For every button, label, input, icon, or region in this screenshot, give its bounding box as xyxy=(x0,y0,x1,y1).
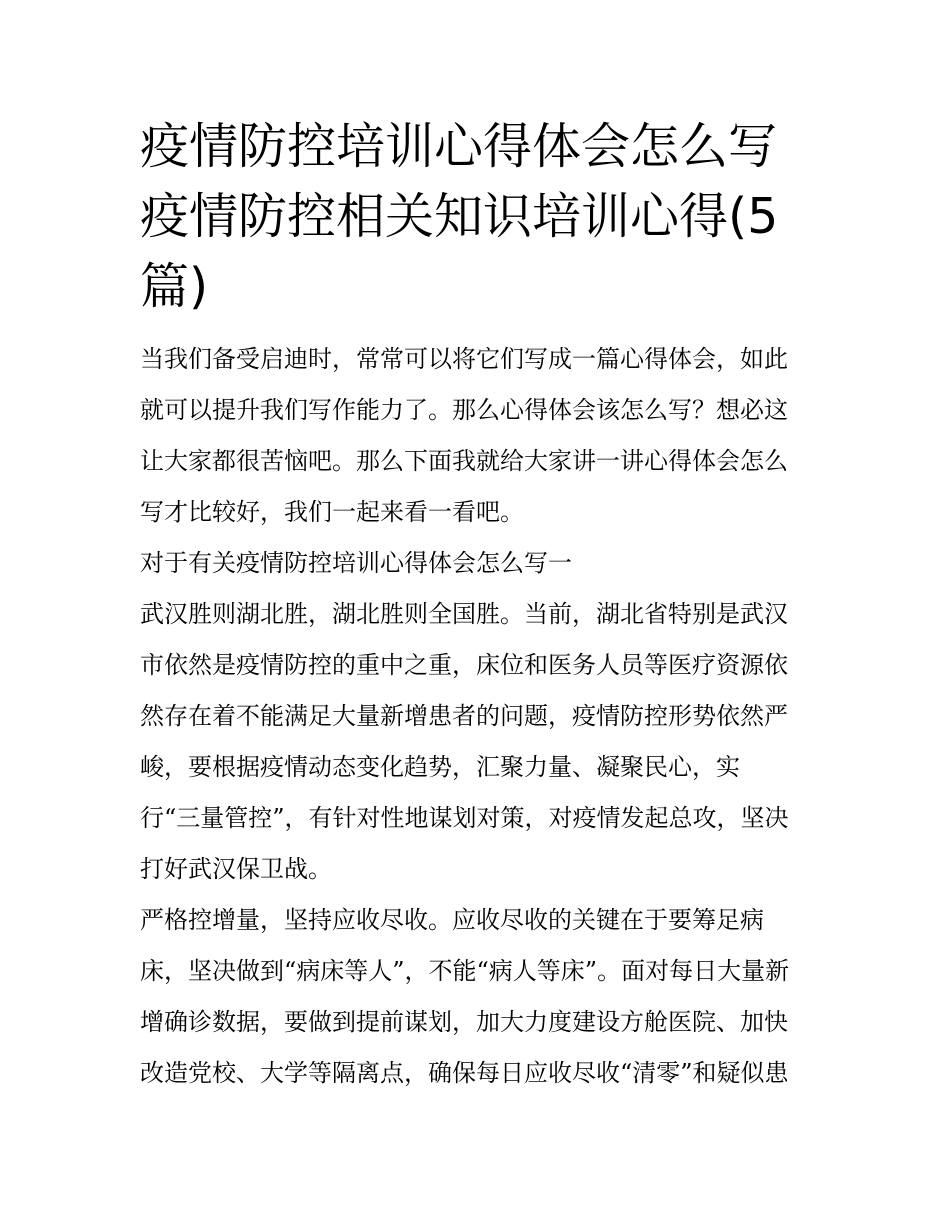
document-content xyxy=(140,112,812,1099)
text-line: 床，坚决做到“病床等人”，不能“病人等床”。面对每日大量新 xyxy=(140,957,790,985)
body-paragraph xyxy=(140,589,812,895)
text-line: 然存在着不能满足大量新增患者的问题，疫情防控形势依然严 xyxy=(140,702,788,730)
text-line: 当我们备受启迪时，常常可以将它们写成一篇心得体会，如此 xyxy=(140,345,788,373)
text-line: 写才比较好，我们一起来看一看吧。 xyxy=(140,498,524,526)
text-line: 打好武汉保卫战。 xyxy=(140,855,332,883)
text-line: 行“三量管控”，有针对性地谋划对策，对疫情发起总攻，坚决 xyxy=(140,804,789,832)
text-line: 就可以提升我们写作能力了。那么心得体会该怎么写？想必这 xyxy=(140,396,788,424)
document-title xyxy=(140,112,812,322)
title-line: 疫情防控相关知识培训心得(5 xyxy=(140,188,779,245)
intro-paragraph xyxy=(140,334,812,538)
text-line: 让大家都很苦恼吧。那么下面我就给大家讲一讲心得体会怎么 xyxy=(140,447,788,475)
title-line: 疫情防控培训心得体会怎么写 xyxy=(140,118,778,175)
text-line: 改造党校、大学等隔离点，确保每日应收尽收“清零”和疑似患 xyxy=(140,1059,789,1087)
text-line: 峻，要根据疫情动态变化趋势，汇聚力量、凝聚民心，实 xyxy=(140,753,740,781)
text-line: 增确诊数据，要做到提前谋划，加大力度建设方舱医院、加快 xyxy=(140,1008,788,1036)
section-heading xyxy=(140,538,812,589)
text-line: 严格控增量，坚持应收尽收。应收尽收的关键在于要筹足病 xyxy=(140,906,764,934)
text-line: 武汉胜则湖北胜，湖北胜则全国胜。当前，湖北省特别是武汉 xyxy=(140,600,788,628)
title-line: 篇) xyxy=(140,258,209,315)
text-line: 对于有关疫情防控培训心得体会怎么写一 xyxy=(140,549,572,577)
body-paragraph xyxy=(140,895,812,1099)
text-line: 市依然是疫情防控的重中之重，床位和医务人员等医疗资源依 xyxy=(140,651,788,679)
